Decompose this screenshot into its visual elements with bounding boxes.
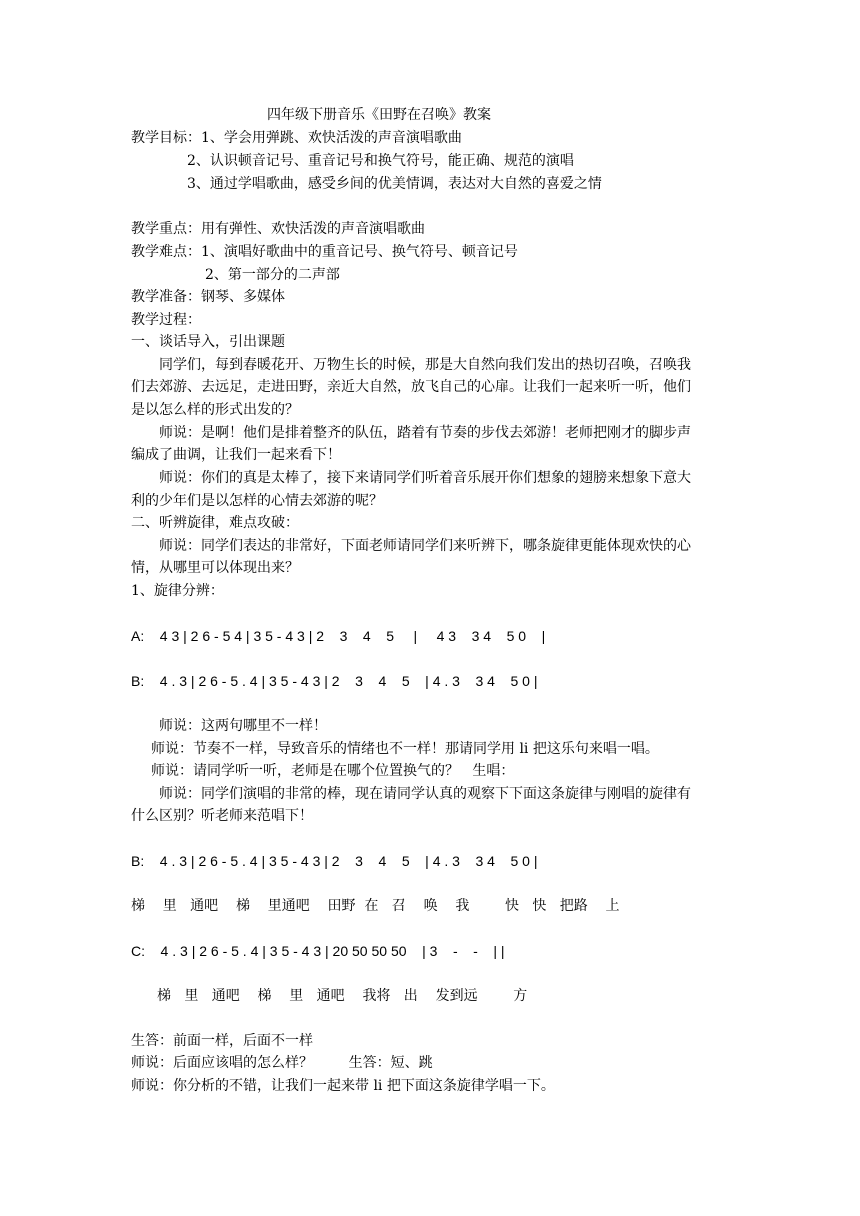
student-answer: 生答：前面一样，后面不一样 bbox=[131, 1033, 313, 1049]
objective-line-2: 2、认识顿音记号、重音记号和换气符号，能正确、规范的演唱 bbox=[187, 153, 574, 169]
section1-paragraph-line: 同学们，每到春暖花开、万物生长的时候，那是大自然向我们发出的热切召唤，召唤我 bbox=[159, 357, 691, 373]
document-title: 四年级下册音乐《田野在召唤》教案 bbox=[267, 107, 491, 123]
section2-paragraph-line: 情，从哪里可以体现出来？ bbox=[131, 560, 299, 576]
difficulty-line-1: 教学难点：1、演唱好歌曲中的重音记号、换气符号、顿音记号 bbox=[131, 244, 518, 260]
section1-paragraph-line: 是以怎么样的形式出发的？ bbox=[131, 402, 299, 418]
section1-paragraph-line: 编成了曲调，让我们一起来看下！ bbox=[131, 447, 341, 463]
teacher-line: 师说：节奏不一样，导致音乐的情绪也不一样！那请同学用 li 把这乐句来唱一唱。 bbox=[151, 741, 659, 757]
section1-heading: 一、谈话导入，引出课题 bbox=[131, 334, 285, 350]
section1-paragraph-line: 师说：你们的真是太棒了，接下来请同学们听着音乐展开你们想象的翅膀来想象下意大 bbox=[159, 470, 691, 486]
key-point: 教学重点：用有弹性、欢快活泼的声音演唱歌曲 bbox=[131, 221, 425, 237]
section1-paragraph-line: 师说：是啊！他们是排着整齐的队伍，踏着有节奏的步伐去郊游！老师把刚才的脚步声 bbox=[159, 425, 691, 441]
section1-paragraph-line: 利的少年们是以怎样的心情去郊游的呢？ bbox=[131, 493, 383, 509]
difficulty-line-2: 2、第一部分的二声部 bbox=[205, 267, 340, 283]
teacher-line: 师说：请同学听一听，老师是在哪个位置换气的？ 生唱： bbox=[151, 763, 515, 779]
melody-b-repeat: B: 4 . 3 | 2 6 - 5 . 4 | 3 5 - 4 3 | 2 3 4 5 | 4 . 3 3 4 5 0 | bbox=[131, 853, 538, 869]
teacher-line: 师说：这两句哪里不一样！ bbox=[159, 718, 327, 734]
teacher-line: 师说：你分析的不错，让我们一起来带 li 把下面这条旋律学唱一下。 bbox=[131, 1078, 555, 1094]
teacher-question: 师说：后面应该唱的怎么样？ 生答：短、跳 bbox=[131, 1055, 433, 1071]
preparation: 教学准备：钢琴、多媒体 bbox=[131, 289, 285, 305]
lyrics-c: 梯 里 通吧 梯 里 通吧 我将 出 发到远 方 bbox=[157, 988, 528, 1004]
melody-b: B: 4 . 3 | 2 6 - 5 . 4 | 3 5 - 4 3 | 2 3 4 5 | 4 . 3 3 4 5 0 | bbox=[131, 673, 538, 689]
lyrics-b: 梯 里 通吧 梯 里通吧 田野 在 召 唤 我 快 快 把路 上 bbox=[131, 898, 620, 914]
subheading-melody: 1、旋律分辨： bbox=[131, 583, 224, 599]
melody-c: C: 4 . 3 | 2 6 - 5 . 4 | 3 5 - 4 3 | 20 50 50 50 | 3 - - | | bbox=[131, 943, 505, 959]
objective-line-1: 教学目标：1、学会用弹跳、欢快活泼的声音演唱歌曲 bbox=[131, 130, 462, 146]
section2-heading: 二、听辨旋律，难点攻破： bbox=[131, 515, 299, 531]
melody-a: A: 4 3 | 2 6 - 5 4 | 3 5 - 4 3 | 2 3 4 5 | 4 3 3 4 5 0 | bbox=[131, 628, 546, 644]
teacher-line: 什么区别？听老师来范唱下！ bbox=[131, 808, 313, 824]
objective-line-3: 3、通过学唱歌曲，感受乡间的优美情调，表达对大自然的喜爱之情 bbox=[187, 176, 602, 192]
section2-paragraph-line: 师说：同学们表达的非常好，下面老师请同学们来听辨下，哪条旋律更能体现欢快的心 bbox=[159, 538, 691, 554]
section1-paragraph-line: 们去郊游、去远足，走进田野，亲近大自然，放飞自己的心扉。让我们一起来听一听，他们 bbox=[131, 379, 691, 395]
teacher-line: 师说：同学们演唱的非常的棒，现在请同学认真的观察下下面这条旋律与刚唱的旋律有 bbox=[159, 786, 691, 802]
process-heading: 教学过程： bbox=[131, 312, 201, 328]
